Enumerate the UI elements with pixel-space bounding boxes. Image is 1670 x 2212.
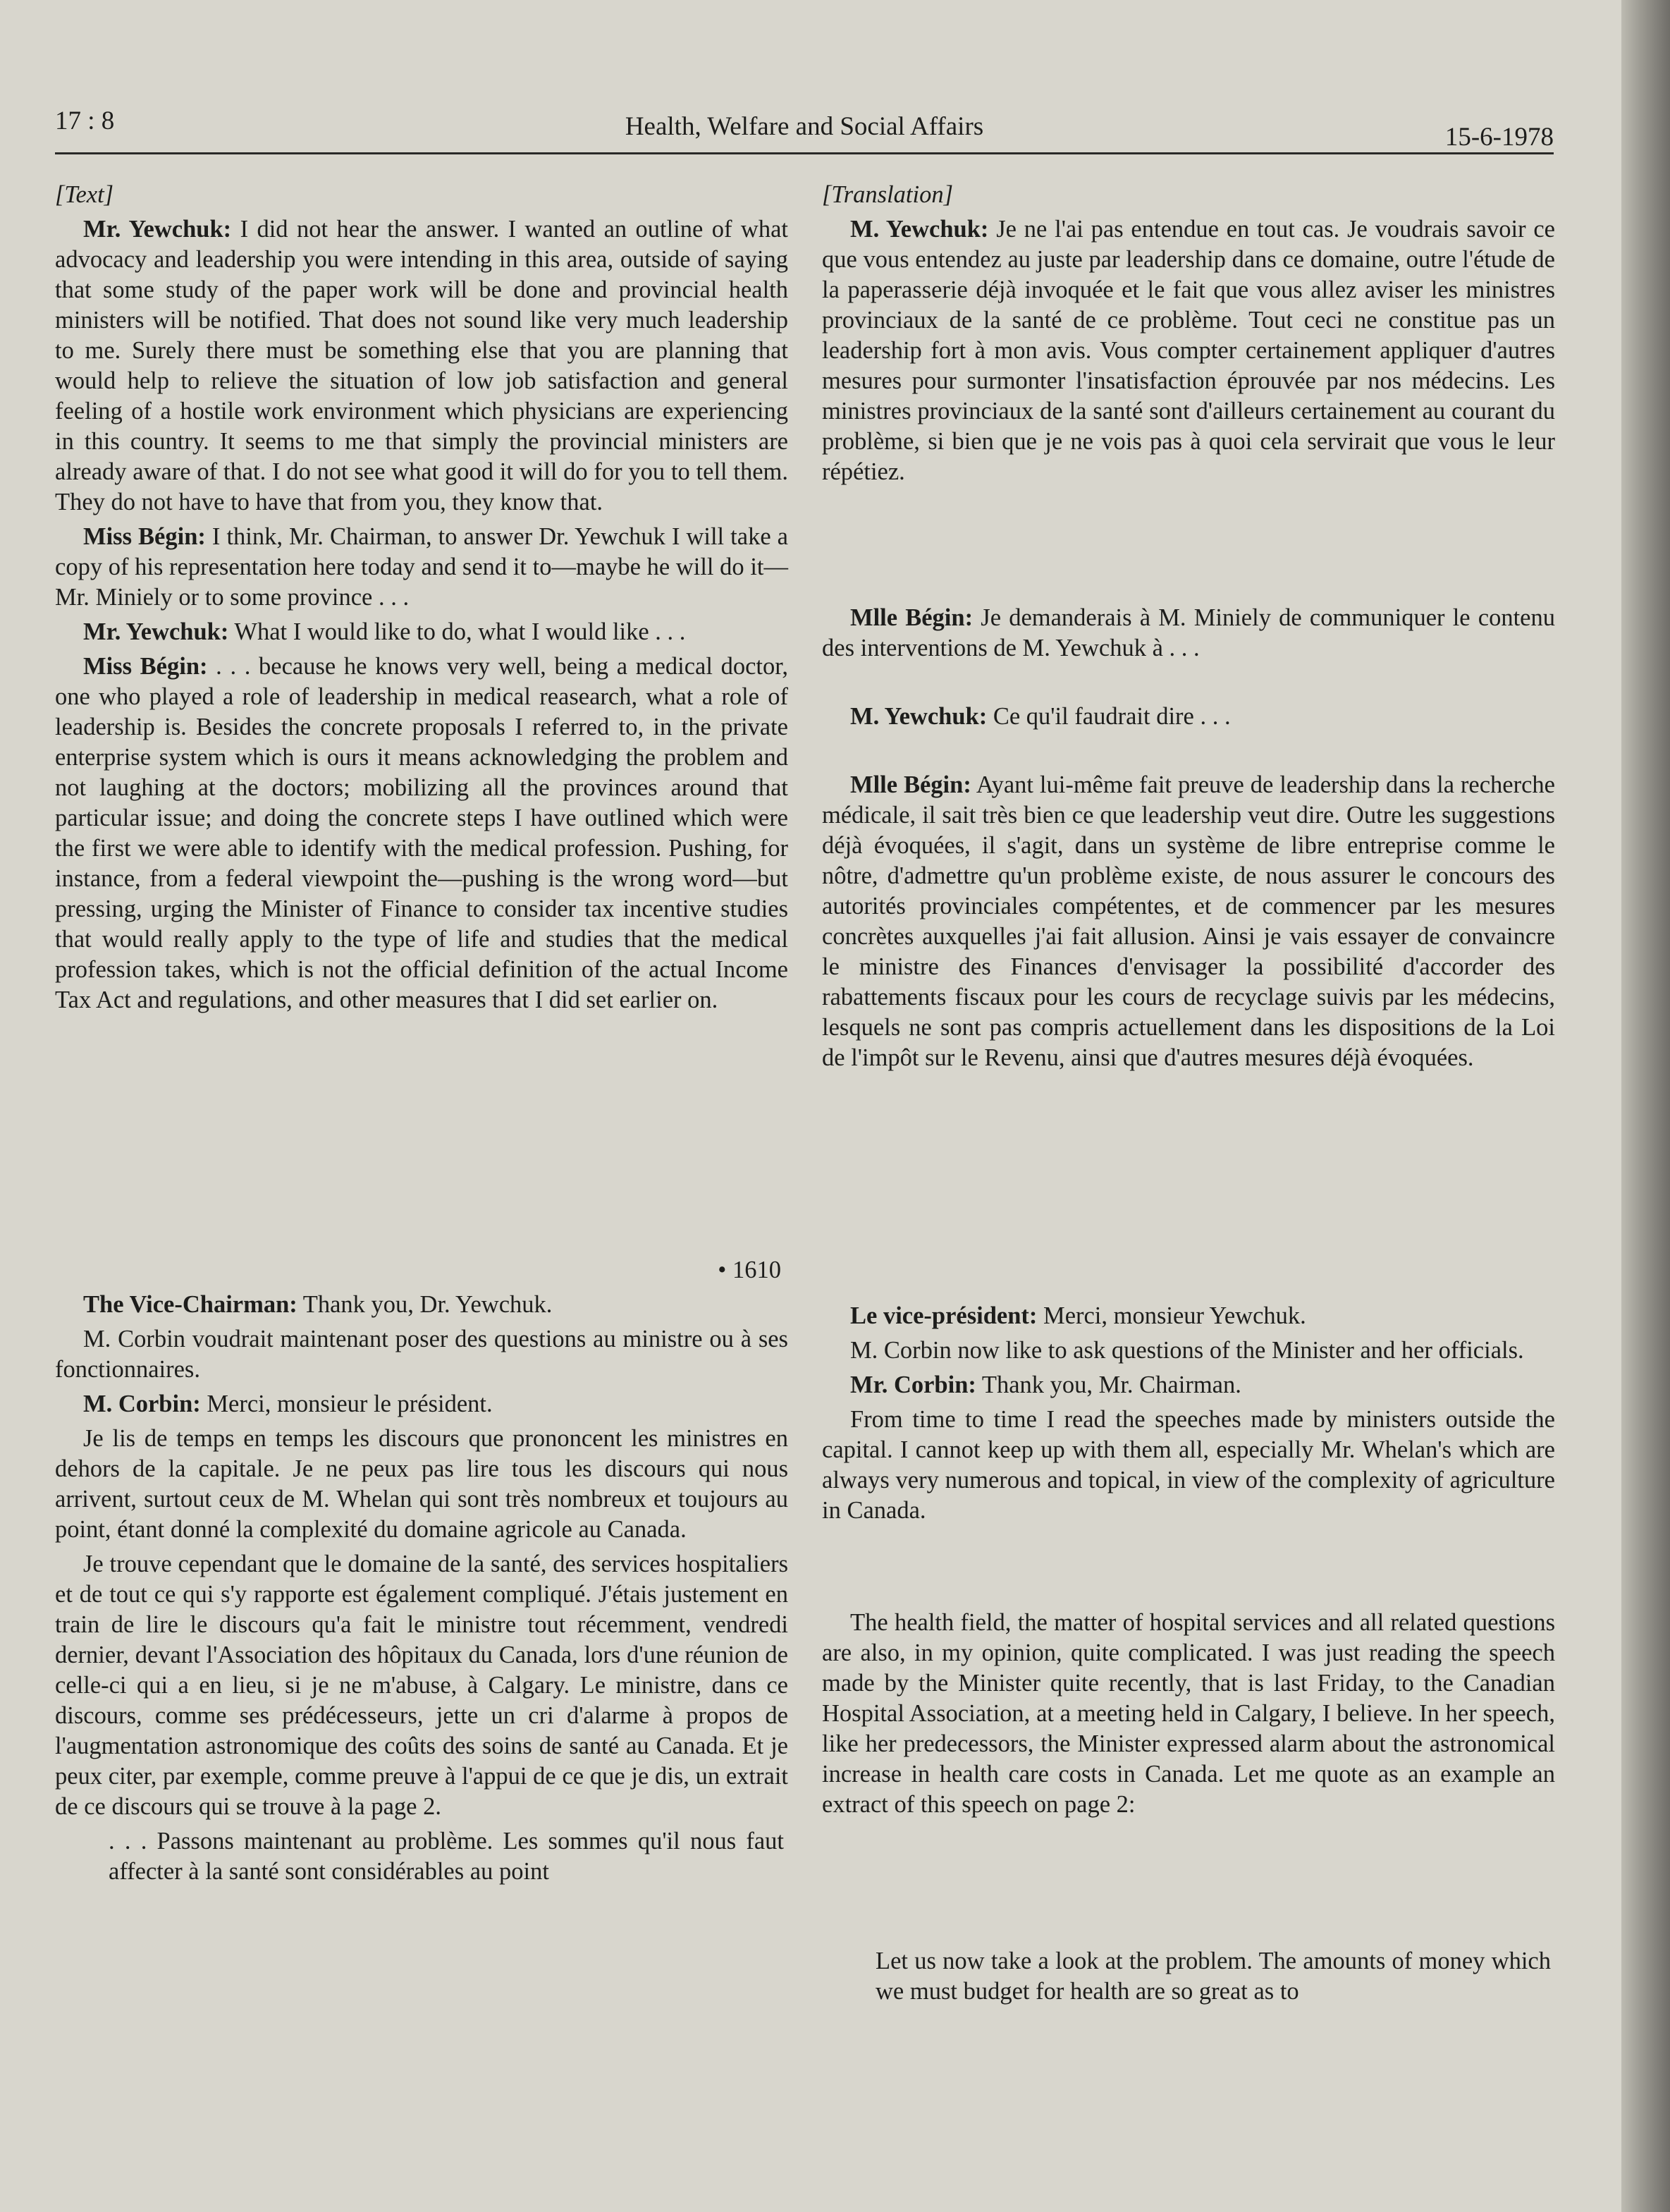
right-block-1 bbox=[822, 180, 1555, 491]
paragraph bbox=[55, 522, 788, 613]
speech-text: Je demanderais à M. Miniely de communiquer le contenu des interventions de M. Yewchuk à . . . bbox=[822, 604, 1555, 661]
speaker-name: Le vice-président: bbox=[850, 1302, 1038, 1329]
publication-title: Health, Welfare and Social Affairs bbox=[625, 112, 984, 141]
speaker-name: Miss Bégin: bbox=[83, 653, 208, 680]
paragraph bbox=[822, 1301, 1555, 1331]
paragraph: Je trouve cependant que le domaine de la santé, des services hospitaliers et de tout ce qui s'y rapporte est également compliqué. J'étais justement en train de lire le discours qu'a fait le ministre tout récemment, vendredi dernier, devant l'Association des hôpitaux du Canada, lors d'une réunion de celle-ci qui a en lieu, si je ne m'abuse, à Calgary. Le ministre, dans ce discours, comme ses prédécesseurs, jette un cri d'alarme à propos de l'augmentation astronomique des coûts des soins de santé au Canada. Et je peux citer, par exemple, comme preuve à l'appui de ce que je dis, un extrait de ce discours qui se trouve à la page 2. bbox=[55, 1551, 788, 1820]
left-block-2 bbox=[55, 1255, 788, 1891]
paragraph bbox=[822, 702, 1555, 732]
paragraph bbox=[822, 214, 1555, 487]
binding-gutter bbox=[1621, 0, 1670, 2212]
speaker-name: M. Yewchuk: bbox=[850, 216, 989, 243]
right-block-6 bbox=[822, 1608, 1555, 1824]
page-header bbox=[55, 106, 1554, 154]
speaker-name: Mlle Bégin: bbox=[850, 771, 971, 798]
section-label: [Translation] bbox=[822, 181, 953, 208]
speech-text: . . . because he knows very well, being a medical doctor, one who played a role of leadership in medical reasearch, what a role of leadership is. Besides the concrete proposals I referred to, in the private enterprise system which is ours it means acknowledging the problem and not laughing at the doctors; mobilizing all the provinces around that particular issue; and doing the concrete steps I have outlined which were the first we were able to identify with the medical profession. Pushing, for instance, from a federal viewpoint the—pushing is the wrong word—but pressing, urging the Minister of Finance to consider tax incentive studies that would really apply to the type of life and studies that the medical profession takes, which is not the official definition of the actual Income Tax Act and regulations, and other measures that I did set earlier on. bbox=[55, 653, 788, 1013]
paragraph bbox=[822, 603, 1555, 664]
issue-date: 15-6-1978 bbox=[1444, 123, 1554, 152]
speech-text: Je ne l'ai pas entendue en tout cas. Je voudrais savoir ce que vous entendez au juste par leadership dans ce domaine, outre l'étude de la paperasserie déjà invoquée et le fait que vous allez aviser les ministres provinciaux de la santé de ce problème. Tout ceci ne constitue pas un leadership fort à mon avis. Vous compter certainement appliquer d'autres mesures pour surmonter l'insatisfaction éprouvée par nos médecins. Les ministres provinciaux de la santé sont d'ailleurs certainement au courant du problème, si bien que je ne vois pas à quoi cela servirait que vous le leur répétiez. bbox=[822, 216, 1555, 485]
right-block-4 bbox=[822, 770, 1555, 1077]
right-block-7 bbox=[822, 1946, 1555, 2011]
speech-text: Thank you, Dr. Yewchuk. bbox=[297, 1291, 553, 1318]
paragraph bbox=[55, 652, 788, 1015]
speaker-name: Mr. Yewchuk: bbox=[83, 618, 229, 645]
paragraph bbox=[55, 1290, 788, 1320]
page-number: 17 : 8 bbox=[55, 106, 115, 135]
paragraph bbox=[822, 1370, 1555, 1400]
speech-text: Ayant lui-même fait preuve de leadership dans la recherche médicale, il sait très bien ce que leadership veut dire. Outre les suggestions déjà évoquées, il s'agit, dans un système de libre entreprise comme le nôtre, d'admettre qu'un problème existe, de nous assurer le concours des autorités provinciales compétentes, et de commencer par les mesures concrètes auxquelles j'ai fait allusion. Ainsi je vais essayer de convaincre le ministre des Finances d'envisager la possibilité d'accorder des rabattements fiscaux pour les cours de recyclage suivis par les médecins, lesquels ne sont pas compris actuellement dans les dispositions de la Loi de l'impôt sur le Revenu, ainsi que d'autres mesures déjà évoquées. bbox=[822, 771, 1555, 1071]
speech-text: Thank you, Mr. Chairman. bbox=[976, 1371, 1241, 1398]
left-block-1 bbox=[55, 180, 788, 1020]
paragraph: Je lis de temps en temps les discours que prononcent les ministres en dehors de la capitale. Je ne peux pas lire tous les discours qui nous arrivent, surtout ceux de M. Whelan qui sont très nombreux et toujours au point, étant donné la complexité du domaine agricole au Canada. bbox=[55, 1425, 788, 1543]
paragraph: M. Corbin now like to ask questions of the Minister and her officials. bbox=[850, 1337, 1524, 1364]
speech-text: Merci, monsieur Yewchuk. bbox=[1037, 1302, 1306, 1329]
speech-text: Ce qu'il faudrait dire . . . bbox=[987, 703, 1231, 730]
time-marker: • 1610 bbox=[718, 1257, 781, 1283]
paragraph: The health field, the matter of hospital services and all related questions are also, in my opinion, quite complicated. I was just reading the speech made by the Minister quite recently, that is last Friday, to the Canadian Hospital Association, at a meeting held in Calgary, I believe. In her speech, like her predecessors, the Minister expressed alarm about the astronomical increase in health care costs in Canada. Let me quote as an example an extract of this speech on page 2: bbox=[822, 1609, 1555, 1818]
right-block-3 bbox=[822, 702, 1555, 736]
speaker-name: Mr. Yewchuk: bbox=[83, 216, 232, 243]
paragraph bbox=[55, 214, 788, 518]
speaker-name: Mlle Bégin: bbox=[850, 604, 974, 631]
speaker-name: M. Yewchuk: bbox=[850, 703, 988, 730]
block-quote: Let us now take a look at the problem. The amounts of money which we must budget for health are so great as to bbox=[876, 1948, 1551, 2005]
right-block-2 bbox=[822, 603, 1555, 668]
speaker-name: M. Corbin: bbox=[83, 1391, 201, 1417]
speaker-name: The Vice-Chairman: bbox=[83, 1291, 297, 1318]
paragraph bbox=[55, 617, 788, 647]
speaker-name: Miss Bégin: bbox=[83, 523, 206, 550]
section-label: [Text] bbox=[55, 181, 114, 208]
right-block-5 bbox=[822, 1301, 1555, 1530]
speech-text: What I would like to do, what I would like . . . bbox=[228, 618, 686, 645]
paragraph: From time to time I read the speeches made by ministers outside the capital. I cannot keep up with them all, especially Mr. Whelan's which are always very numerous and topical, in view of the complexity of agriculture in Canada. bbox=[822, 1406, 1555, 1524]
speech-text: I did not hear the answer. I wanted an outline of what advocacy and leadership you were intending in this area, outside of saying that some study of the paper work will be done and provincial health ministers will be notified. That does not sound like very much leadership to me. Surely there must be something else that you are planning that would help to relieve the situation of low job satisfaction and general feeling of a hostile work environment which physicians are experiencing in this country. It seems to me that simply the provincial ministers are already aware of that. I do not see what good it will do for you to tell them. They do not have to have that from you, they know that. bbox=[55, 216, 788, 515]
block-quote: . . . Passons maintenant au problème. Les sommes qu'il nous faut affecter à la santé sont considérables au point bbox=[109, 1828, 784, 1885]
paragraph: M. Corbin voudrait maintenant poser des questions au ministre ou à ses fonctionnaires. bbox=[55, 1326, 788, 1383]
paragraph bbox=[55, 1389, 788, 1419]
paragraph bbox=[822, 770, 1555, 1073]
speaker-name: Mr. Corbin: bbox=[850, 1371, 976, 1398]
speech-text: Merci, monsieur le président. bbox=[200, 1391, 493, 1417]
speech-text: I think, Mr. Chairman, to answer Dr. Yewchuk I will take a copy of his representation here today and send it to—maybe he will do it—Mr. Miniely or to some province . . . bbox=[55, 523, 788, 611]
